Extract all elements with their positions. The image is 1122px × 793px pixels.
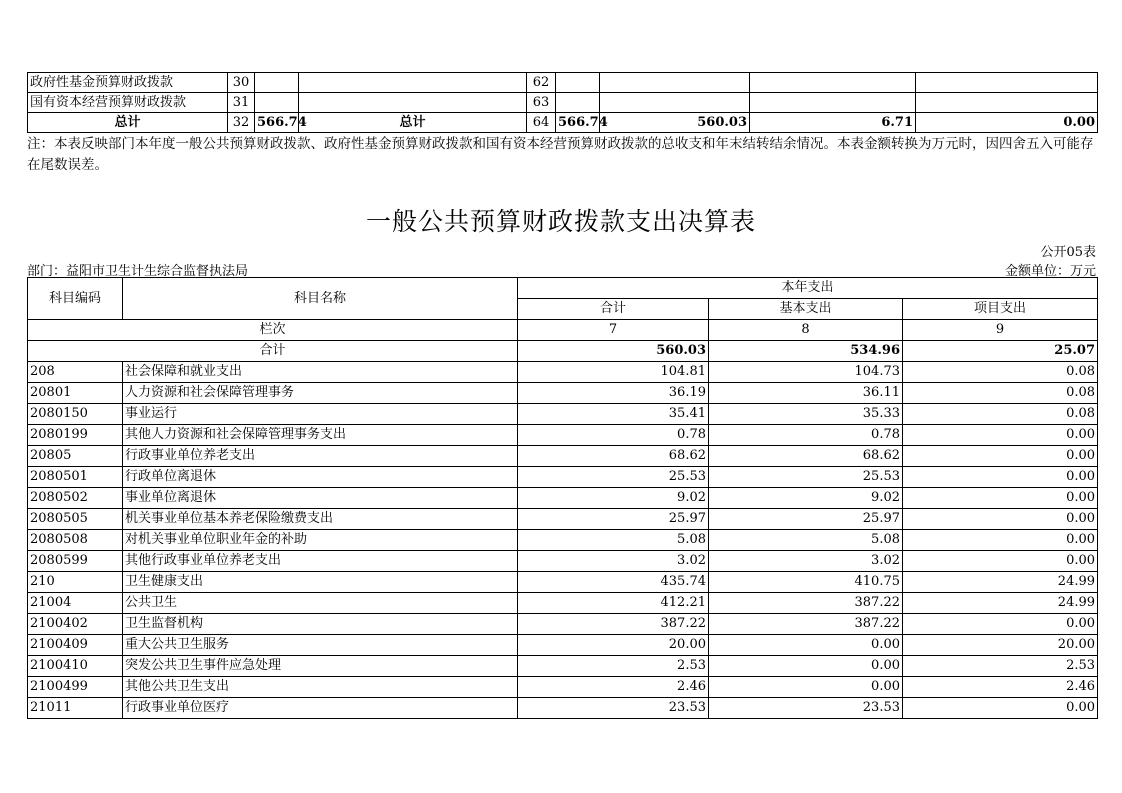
- summary-line-no: 30: [228, 73, 255, 93]
- row-name: 公共卫生: [123, 593, 518, 614]
- summary-col-4: [916, 73, 1098, 93]
- summary-table-fragment: [27, 72, 1098, 133]
- page-title: 一般公共预算财政拨款支出决算表: [365, 207, 756, 236]
- row-name: 社会保障和就业支出: [123, 362, 518, 383]
- row-project: 0.00: [903, 446, 1098, 467]
- summary-item-name: 国有资本经营预算财政拨款: [28, 93, 228, 113]
- row-total: 25.97: [518, 509, 709, 530]
- table-row: [28, 509, 1098, 530]
- row-name: 突发公共卫生事件应急处理: [123, 656, 518, 677]
- row-code: 21004: [28, 593, 123, 614]
- row-basic: 410.75: [709, 572, 903, 593]
- row-project: 2.46: [903, 677, 1098, 698]
- row-name: 卫生监督机构: [123, 614, 518, 635]
- row-total: 5.08: [518, 530, 709, 551]
- row-total: 2.46: [518, 677, 709, 698]
- row-name: 机关事业单位基本养老保险缴费支出: [123, 509, 518, 530]
- row-code: 2100410: [28, 656, 123, 677]
- summary-item-name-2: [299, 93, 527, 113]
- row-project: 2.53: [903, 656, 1098, 677]
- row-project: 20.00: [903, 635, 1098, 656]
- row-code: 2100409: [28, 635, 123, 656]
- table-row: [28, 446, 1098, 467]
- expenditure-table: [27, 277, 1098, 719]
- row-basic: 387.22: [709, 593, 903, 614]
- table-row: [28, 404, 1098, 425]
- row-code: 20805: [28, 446, 123, 467]
- summary-total-label-2: 总计: [299, 113, 527, 133]
- row-code: 210: [28, 572, 123, 593]
- table-row: [28, 551, 1098, 572]
- row-basic: 35.33: [709, 404, 903, 425]
- summary-item-name-2: [299, 73, 527, 93]
- row-basic: 3.02: [709, 551, 903, 572]
- row-total: 36.19: [518, 383, 709, 404]
- column-index-basic: 8: [709, 320, 903, 341]
- row-total: 387.22: [518, 614, 709, 635]
- row-basic: 25.53: [709, 467, 903, 488]
- table-row: [28, 593, 1098, 614]
- row-code: 2080508: [28, 530, 123, 551]
- row-total: 25.53: [518, 467, 709, 488]
- row-project: 0.00: [903, 551, 1098, 572]
- sum-row: [28, 341, 1098, 362]
- row-name: 行政事业单位养老支出: [123, 446, 518, 467]
- row-basic: 0.00: [709, 635, 903, 656]
- table-row: [28, 467, 1098, 488]
- row-code: 2100499: [28, 677, 123, 698]
- header-code: 科目编码: [28, 278, 123, 320]
- column-index-total: 7: [518, 320, 709, 341]
- summary-col-2: [600, 73, 750, 93]
- summary-total-col-3: 6.71: [750, 113, 916, 133]
- row-total: 3.02: [518, 551, 709, 572]
- row-project: 0.08: [903, 383, 1098, 404]
- row-basic: 25.97: [709, 509, 903, 530]
- row-total: 9.02: [518, 488, 709, 509]
- table-row: [28, 677, 1098, 698]
- summary-line-no-2: 62: [527, 73, 556, 93]
- row-basic: 68.62: [709, 446, 903, 467]
- row-name: 人力资源和社会保障管理事务: [123, 383, 518, 404]
- row-basic: 0.00: [709, 677, 903, 698]
- table-row: [28, 572, 1098, 593]
- summary-col-3: [750, 73, 916, 93]
- row-project: 24.99: [903, 593, 1098, 614]
- row-code: 208: [28, 362, 123, 383]
- row-code: 2080502: [28, 488, 123, 509]
- row-project: 0.08: [903, 362, 1098, 383]
- sum-project: 25.07: [903, 341, 1098, 362]
- row-code: 2080150: [28, 404, 123, 425]
- row-total: 23.53: [518, 698, 709, 719]
- row-total: 104.81: [518, 362, 709, 383]
- summary-line-no-2: 63: [527, 93, 556, 113]
- row-project: 0.00: [903, 425, 1098, 446]
- summary-line-no: 31: [228, 93, 255, 113]
- table-row: [28, 425, 1098, 446]
- row-code: 2080501: [28, 467, 123, 488]
- table-row: [28, 488, 1098, 509]
- row-total: 435.74: [518, 572, 709, 593]
- summary-total-line-2: 64: [527, 113, 556, 133]
- row-project: 0.00: [903, 467, 1098, 488]
- row-code: 2080505: [28, 509, 123, 530]
- summary-total-col-4: 0.00: [916, 113, 1098, 133]
- row-project: 0.00: [903, 530, 1098, 551]
- row-name: 事业单位离退休: [123, 488, 518, 509]
- header-basic: 基本支出: [709, 299, 903, 320]
- column-index-row: [28, 320, 1098, 341]
- table-row: [28, 614, 1098, 635]
- row-basic: 9.02: [709, 488, 903, 509]
- row-name: 其他公共卫生支出: [123, 677, 518, 698]
- form-code: 公开05表: [1040, 245, 1096, 260]
- row-project: 0.00: [903, 698, 1098, 719]
- header-group: 本年支出: [518, 278, 1098, 299]
- summary-col-1: [556, 93, 600, 113]
- department-label: 部门：益阳市卫生计生综合监督执法局: [27, 264, 249, 279]
- summary-amount: [255, 73, 299, 93]
- row-basic: 0.00: [709, 656, 903, 677]
- summary-total-col-1: 566.74: [556, 113, 600, 133]
- row-total: 0.78: [518, 425, 709, 446]
- sum-label: 合计: [28, 341, 518, 362]
- row-name: 事业运行: [123, 404, 518, 425]
- header-total: 合计: [518, 299, 709, 320]
- row-code: 20801: [28, 383, 123, 404]
- row-total: 20.00: [518, 635, 709, 656]
- table-row: [28, 698, 1098, 719]
- table-note: 注：本表反映部门本年度一般公共预算财政拨款、政府性基金预算财政拨款和国有资本经营预算财政拨款的总收支和年末结转结余情况。本表金额转换为万元时，因四舍五入可能存在尾数误差。: [27, 136, 1094, 173]
- header-name: 科目名称: [123, 278, 518, 320]
- row-basic: 0.78: [709, 425, 903, 446]
- summary-col-1: [556, 73, 600, 93]
- row-name: 其他人力资源和社会保障管理事务支出: [123, 425, 518, 446]
- row-name: 行政事业单位医疗: [123, 698, 518, 719]
- summary-total-row: [28, 113, 1098, 133]
- table-row: [28, 383, 1098, 404]
- row-name: 对机关事业单位职业年金的补助: [123, 530, 518, 551]
- row-project: 0.00: [903, 488, 1098, 509]
- row-total: 35.41: [518, 404, 709, 425]
- row-name: 行政单位离退休: [123, 467, 518, 488]
- row-name: 卫生健康支出: [123, 572, 518, 593]
- table-row: [28, 362, 1098, 383]
- amount-unit-label: 金额单位：万元: [1004, 264, 1096, 279]
- row-code: 21011: [28, 698, 123, 719]
- summary-total-line: 32: [228, 113, 255, 133]
- sum-basic: 534.96: [709, 341, 903, 362]
- row-basic: 104.73: [709, 362, 903, 383]
- column-index-label: 栏次: [28, 320, 518, 341]
- row-basic: 23.53: [709, 698, 903, 719]
- summary-row: [28, 73, 1098, 93]
- summary-row: [28, 93, 1098, 113]
- row-name: 重大公共卫生服务: [123, 635, 518, 656]
- row-total: 68.62: [518, 446, 709, 467]
- summary-total-label: 总计: [28, 113, 228, 133]
- row-total: 412.21: [518, 593, 709, 614]
- row-name: 其他行政事业单位养老支出: [123, 551, 518, 572]
- header-row: [28, 278, 1098, 299]
- row-project: 24.99: [903, 572, 1098, 593]
- sum-total: 560.03: [518, 341, 709, 362]
- summary-col-4: [916, 93, 1098, 113]
- summary-amount: [255, 93, 299, 113]
- row-code: 2080199: [28, 425, 123, 446]
- row-code: 2080599: [28, 551, 123, 572]
- header-project: 项目支出: [903, 299, 1098, 320]
- row-project: 0.00: [903, 509, 1098, 530]
- row-project: 0.00: [903, 614, 1098, 635]
- summary-item-name: 政府性基金预算财政拨款: [28, 73, 228, 93]
- summary-total-col-2: 560.03: [600, 113, 750, 133]
- table-row: [28, 635, 1098, 656]
- summary-col-3: [750, 93, 916, 113]
- row-basic: 5.08: [709, 530, 903, 551]
- table-row: [28, 656, 1098, 677]
- row-basic: 36.11: [709, 383, 903, 404]
- row-project: 0.08: [903, 404, 1098, 425]
- table-row: [28, 530, 1098, 551]
- row-code: 2100402: [28, 614, 123, 635]
- row-total: 2.53: [518, 656, 709, 677]
- summary-col-2: [600, 93, 750, 113]
- summary-total-amount: 566.74: [255, 113, 299, 133]
- row-basic: 387.22: [709, 614, 903, 635]
- column-index-project: 9: [903, 320, 1098, 341]
